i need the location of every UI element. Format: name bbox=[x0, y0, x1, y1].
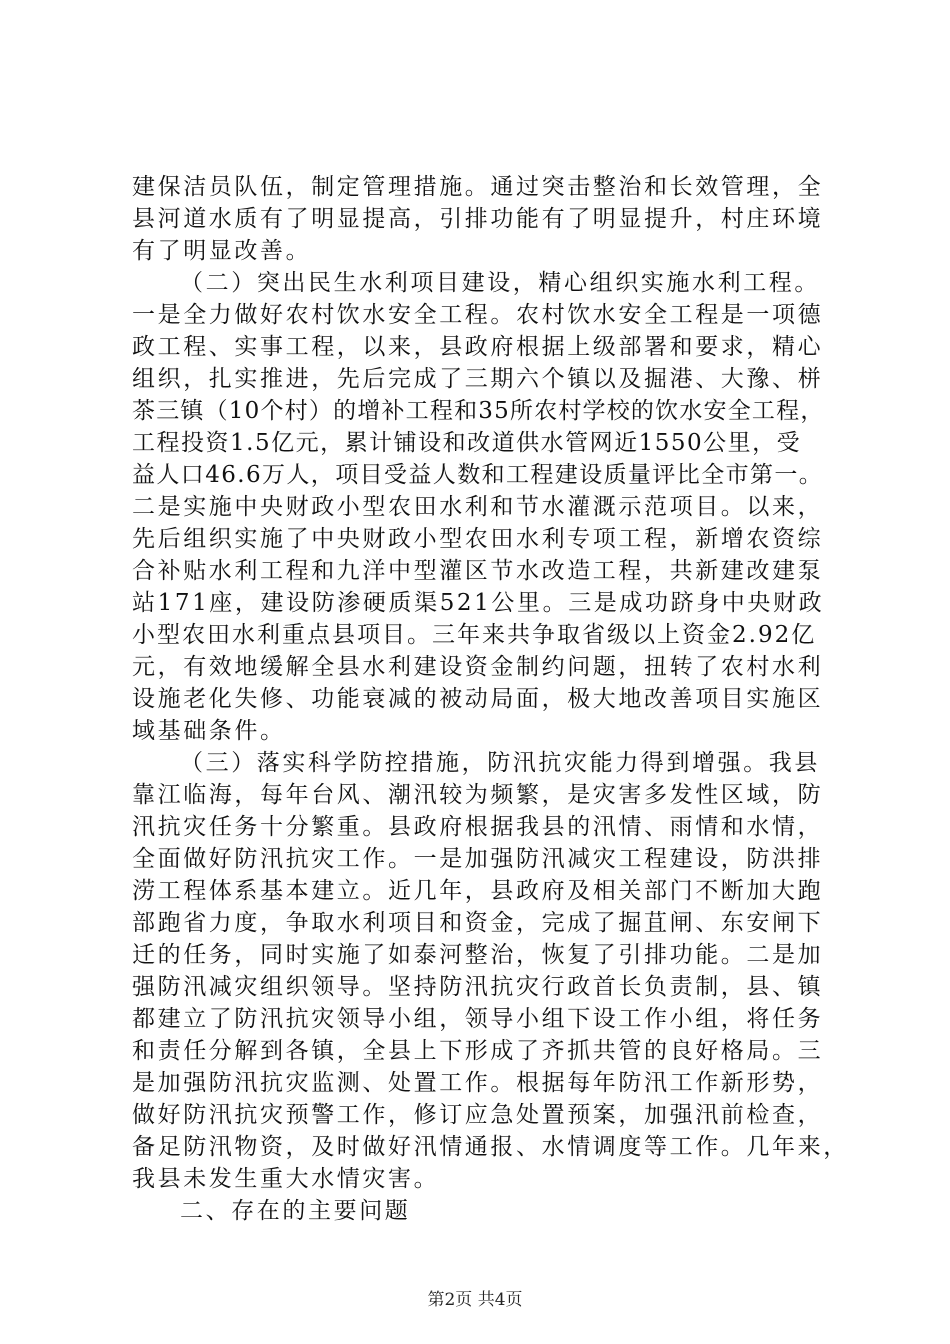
text-line: 政工程、实事工程，以来，县政府根据上级部署和要求，精心 bbox=[132, 334, 824, 360]
text-line: 小型农田水利重点县项目。三年来共争取省级以上资金2.92亿 bbox=[132, 622, 817, 648]
text-line: 都建立了防汛抗灾领导小组，领导小组下设工作小组，将任务 bbox=[132, 1006, 824, 1032]
text-line: 先后组织实施了中央财政小型农田水利专项工程，新增农资综 bbox=[132, 526, 824, 552]
page-number-footer: 第2页 共4页 bbox=[427, 1290, 523, 1310]
text-line: 和责任分解到各镇，全县上下形成了齐抓共管的良好格局。三 bbox=[132, 1038, 824, 1064]
text-line: 设施老化失修、功能衰减的被动局面，极大地改善项目实施区 bbox=[132, 686, 824, 712]
text-line: 茶三镇（10个村）的增补工程和35所农村学校的饮水安全工程， bbox=[132, 398, 825, 424]
text-line: 迁的任务，同时实施了如泰河整治，恢复了引排功能。二是加 bbox=[132, 942, 824, 968]
text-line: 备足防汛物资，及时做好汛情通报、水情调度等工作。几年来， bbox=[132, 1134, 849, 1160]
text-line: 全面做好防汛抗灾工作。一是加强防汛减灾工程建设，防洪排 bbox=[132, 846, 824, 872]
text-line: 一是全力做好农村饮水安全工程。农村饮水安全工程是一项德 bbox=[132, 302, 824, 328]
text-line: 强防汛减灾组织领导。坚持防汛抗灾行政首长负责制，县、镇 bbox=[132, 974, 824, 1000]
text-line: 是加强防汛抗灾监测、处置工作。根据每年防汛工作新形势， bbox=[132, 1070, 824, 1096]
section-heading: （二）突出民生水利项目建设，精心组织实施水利工程。 bbox=[180, 270, 820, 296]
text-line: 组织，扎实推进，先后完成了三期六个镇以及掘港、大豫、栟 bbox=[132, 366, 824, 392]
text-line: 站171座，建设防渗硬质渠521公里。三是成功跻身中央财政 bbox=[132, 590, 825, 616]
text-line: 县河道水质有了明显提高，引排功能有了明显提升，村庄环境 bbox=[132, 206, 824, 232]
text-line: 部跑省力度，争取水利项目和资金，完成了掘苴闸、东安闸下 bbox=[132, 910, 824, 936]
text-line: 靠江临海，每年台风、潮汛较为频繁，是灾害多发性区域，防 bbox=[132, 782, 824, 808]
text-line: 工程投资1.5亿元，累计铺设和改道供水管网近1550公里，受 bbox=[132, 430, 802, 456]
text-line: 合补贴水利工程和九洋中型灌区节水改造工程，共新建改建泵 bbox=[132, 558, 824, 584]
text-line: 涝工程体系基本建立。近几年，县政府及相关部门不断加大跑 bbox=[132, 878, 824, 904]
text-line: 元，有效地缓解全县水利建设资金制约问题，扭转了农村水利 bbox=[132, 654, 824, 680]
text-line: 有了明显改善。 bbox=[132, 238, 312, 264]
text-line: 建保洁员队伍，制定管理措施。通过突击整治和长效管理，全 bbox=[132, 174, 824, 200]
text-line: 益人口46.6万人，项目受益人数和工程建设质量评比全市第一。 bbox=[132, 462, 824, 488]
text-line: 域基础条件。 bbox=[132, 718, 286, 744]
text-line: 二是实施中央财政小型农田水利和节水灌溉示范项目。以来， bbox=[132, 494, 824, 520]
text-line: 做好防汛抗灾预警工作，修订应急处置预案，加强汛前检查， bbox=[132, 1102, 824, 1128]
text-line: 我县未发生重大水情灾害。 bbox=[132, 1166, 440, 1192]
section-heading: 二、存在的主要问题 bbox=[180, 1198, 411, 1224]
section-heading: （三）落实科学防控措施，防汛抗灾能力得到增强。我县 bbox=[180, 750, 820, 776]
text-line: 汛抗灾任务十分繁重。县政府根据我县的汛情、雨情和水情， bbox=[132, 814, 824, 840]
